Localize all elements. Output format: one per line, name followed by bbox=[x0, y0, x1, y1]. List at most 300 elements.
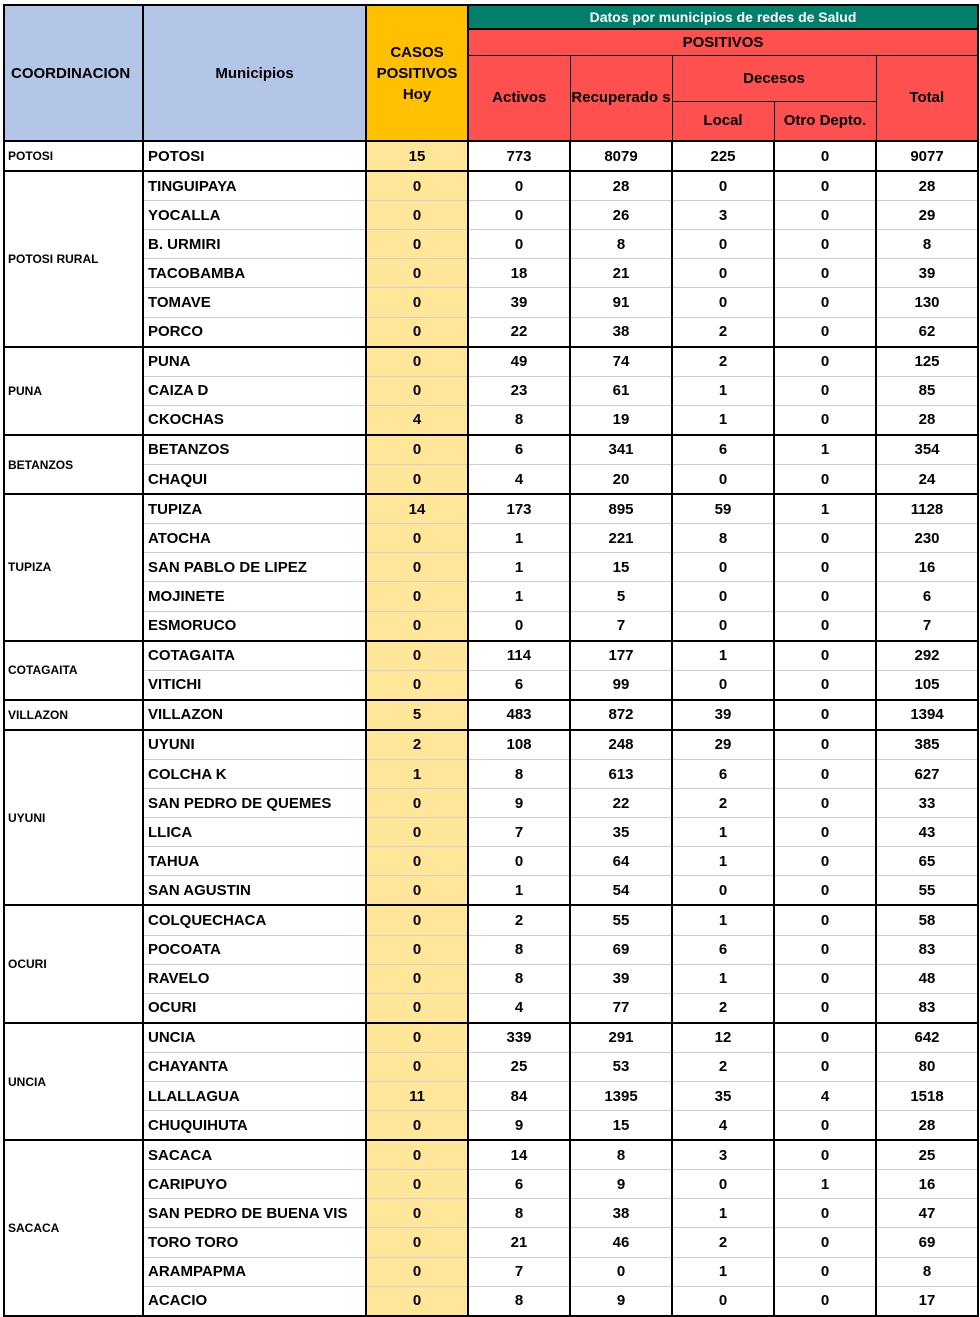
decesos-otro-depto-cell: 0 bbox=[774, 524, 876, 553]
header-datos-title: Datos por municipios de redes de Salud bbox=[468, 5, 978, 29]
decesos-local-cell: 2 bbox=[672, 993, 774, 1023]
total-cell: 8 bbox=[876, 1257, 978, 1286]
municipio-cell: ARAMPAPMA bbox=[143, 1257, 366, 1286]
decesos-local-cell: 1 bbox=[672, 1257, 774, 1286]
casos-hoy-cell: 0 bbox=[366, 1140, 468, 1170]
activos-cell: 1 bbox=[468, 876, 570, 906]
casos-hoy-cell: 0 bbox=[366, 964, 468, 993]
decesos-otro-depto-cell: 1 bbox=[774, 494, 876, 524]
header-decesos: Decesos bbox=[672, 55, 876, 101]
casos-hoy-cell: 4 bbox=[366, 405, 468, 435]
activos-cell: 49 bbox=[468, 347, 570, 377]
casos-hoy-cell: 0 bbox=[366, 259, 468, 288]
municipios-table bbox=[3, 4, 979, 1317]
table-row bbox=[4, 201, 978, 230]
activos-cell: 25 bbox=[468, 1052, 570, 1081]
total-cell: 80 bbox=[876, 1052, 978, 1081]
municipio-cell: TINGUIPAYA bbox=[143, 171, 366, 201]
municipio-cell: CAIZA D bbox=[143, 376, 366, 405]
header-recuperados: Recuperado s bbox=[570, 55, 672, 141]
table-row bbox=[4, 759, 978, 788]
coordinacion-cell: PUNA bbox=[4, 347, 143, 435]
total-cell: 130 bbox=[876, 288, 978, 317]
activos-cell: 6 bbox=[468, 435, 570, 465]
recuperados-cell: 8079 bbox=[570, 141, 672, 171]
decesos-local-cell: 2 bbox=[672, 317, 774, 347]
table-row bbox=[4, 141, 978, 171]
coordinacion-cell: SACACA bbox=[4, 1140, 143, 1316]
casos-hoy-cell: 0 bbox=[366, 171, 468, 201]
municipio-cell: PUNA bbox=[143, 347, 366, 377]
recuperados-cell: 54 bbox=[570, 876, 672, 906]
casos-hoy-cell: 0 bbox=[366, 347, 468, 377]
decesos-local-cell: 1 bbox=[672, 1199, 774, 1228]
casos-hoy-cell: 0 bbox=[366, 670, 468, 700]
municipio-cell: LLICA bbox=[143, 818, 366, 847]
recuperados-cell: 38 bbox=[570, 1199, 672, 1228]
decesos-local-cell: 6 bbox=[672, 759, 774, 788]
header-otro-depto: Otro Depto. bbox=[774, 101, 876, 141]
decesos-otro-depto-cell: 0 bbox=[774, 405, 876, 435]
casos-hoy-cell: 1 bbox=[366, 759, 468, 788]
recuperados-cell: 15 bbox=[570, 553, 672, 582]
decesos-local-cell: 0 bbox=[672, 259, 774, 288]
activos-cell: 0 bbox=[468, 171, 570, 201]
casos-hoy-cell: 0 bbox=[366, 317, 468, 347]
decesos-local-cell: 8 bbox=[672, 524, 774, 553]
recuperados-cell: 39 bbox=[570, 964, 672, 993]
decesos-otro-depto-cell: 0 bbox=[774, 582, 876, 611]
casos-hoy-cell: 0 bbox=[366, 1023, 468, 1053]
total-cell: 85 bbox=[876, 376, 978, 405]
municipio-cell: COTAGAITA bbox=[143, 641, 366, 671]
coordinacion-cell: UYUNI bbox=[4, 730, 143, 906]
table-row bbox=[4, 435, 978, 465]
recuperados-cell: 20 bbox=[570, 465, 672, 495]
activos-cell: 39 bbox=[468, 288, 570, 317]
recuperados-cell: 61 bbox=[570, 376, 672, 405]
decesos-local-cell: 1 bbox=[672, 905, 774, 935]
decesos-local-cell: 4 bbox=[672, 1111, 774, 1141]
casos-hoy-cell: 0 bbox=[366, 847, 468, 876]
recuperados-cell: 35 bbox=[570, 818, 672, 847]
municipio-cell: SACACA bbox=[143, 1140, 366, 1170]
recuperados-cell: 291 bbox=[570, 1023, 672, 1053]
municipio-cell: VILLAZON bbox=[143, 700, 366, 730]
coordinacion-cell: COTAGAITA bbox=[4, 641, 143, 700]
casos-hoy-cell: 0 bbox=[366, 376, 468, 405]
total-cell: 58 bbox=[876, 905, 978, 935]
municipio-cell: CARIPUYO bbox=[143, 1170, 366, 1199]
decesos-otro-depto-cell: 1 bbox=[774, 435, 876, 465]
decesos-otro-depto-cell: 0 bbox=[774, 964, 876, 993]
activos-cell: 8 bbox=[468, 759, 570, 788]
table-row bbox=[4, 670, 978, 700]
decesos-local-cell: 0 bbox=[672, 1286, 774, 1316]
decesos-otro-depto-cell: 0 bbox=[774, 847, 876, 876]
decesos-otro-depto-cell: 1 bbox=[774, 1170, 876, 1199]
casos-hoy-cell: 14 bbox=[366, 494, 468, 524]
decesos-otro-depto-cell: 0 bbox=[774, 905, 876, 935]
activos-cell: 0 bbox=[468, 847, 570, 876]
municipio-cell: TACOBAMBA bbox=[143, 259, 366, 288]
activos-cell: 7 bbox=[468, 818, 570, 847]
activos-cell: 339 bbox=[468, 1023, 570, 1053]
coordinacion-cell: BETANZOS bbox=[4, 435, 143, 494]
decesos-local-cell: 0 bbox=[672, 582, 774, 611]
total-cell: 33 bbox=[876, 789, 978, 818]
decesos-local-cell: 2 bbox=[672, 347, 774, 377]
decesos-otro-depto-cell: 0 bbox=[774, 670, 876, 700]
coordinacion-cell: UNCIA bbox=[4, 1023, 143, 1140]
header-total: Total bbox=[876, 55, 978, 141]
recuperados-cell: 7 bbox=[570, 611, 672, 641]
municipio-cell: SAN PABLO DE LIPEZ bbox=[143, 553, 366, 582]
header-casos-positivos-hoy: CASOS POSITIVOS Hoy bbox=[366, 5, 468, 141]
municipio-cell: COLQUECHACA bbox=[143, 905, 366, 935]
total-cell: 16 bbox=[876, 553, 978, 582]
decesos-otro-depto-cell: 0 bbox=[774, 141, 876, 171]
recuperados-cell: 9 bbox=[570, 1286, 672, 1316]
total-cell: 28 bbox=[876, 171, 978, 201]
recuperados-cell: 8 bbox=[570, 230, 672, 259]
table-row bbox=[4, 1286, 978, 1316]
decesos-otro-depto-cell: 0 bbox=[774, 1140, 876, 1170]
table-row bbox=[4, 259, 978, 288]
total-cell: 125 bbox=[876, 347, 978, 377]
recuperados-cell: 177 bbox=[570, 641, 672, 671]
municipio-cell: BETANZOS bbox=[143, 435, 366, 465]
decesos-otro-depto-cell: 0 bbox=[774, 730, 876, 760]
table-row bbox=[4, 347, 978, 377]
casos-hoy-cell: 0 bbox=[366, 611, 468, 641]
municipio-cell: TAHUA bbox=[143, 847, 366, 876]
table-row bbox=[4, 1170, 978, 1199]
municipio-cell: RAVELO bbox=[143, 964, 366, 993]
table-row bbox=[4, 935, 978, 964]
municipio-cell: B. URMIRI bbox=[143, 230, 366, 259]
table-row bbox=[4, 730, 978, 760]
decesos-otro-depto-cell: 0 bbox=[774, 1052, 876, 1081]
municipio-cell: TORO TORO bbox=[143, 1228, 366, 1257]
activos-cell: 14 bbox=[468, 1140, 570, 1170]
table-row bbox=[4, 818, 978, 847]
table-row bbox=[4, 789, 978, 818]
decesos-otro-depto-cell: 0 bbox=[774, 465, 876, 495]
decesos-local-cell: 12 bbox=[672, 1023, 774, 1053]
recuperados-cell: 15 bbox=[570, 1111, 672, 1141]
activos-cell: 21 bbox=[468, 1228, 570, 1257]
decesos-otro-depto-cell: 0 bbox=[774, 230, 876, 259]
table-row bbox=[4, 1111, 978, 1141]
decesos-otro-depto-cell: 0 bbox=[774, 171, 876, 201]
total-cell: 28 bbox=[876, 405, 978, 435]
municipio-cell: MOJINETE bbox=[143, 582, 366, 611]
decesos-otro-depto-cell: 0 bbox=[774, 288, 876, 317]
table-row bbox=[4, 1082, 978, 1111]
table-row bbox=[4, 700, 978, 730]
activos-cell: 4 bbox=[468, 465, 570, 495]
table-row bbox=[4, 1257, 978, 1286]
decesos-local-cell: 1 bbox=[672, 964, 774, 993]
recuperados-cell: 248 bbox=[570, 730, 672, 760]
recuperados-cell: 613 bbox=[570, 759, 672, 788]
table-row bbox=[4, 230, 978, 259]
activos-cell: 22 bbox=[468, 317, 570, 347]
casos-hoy-cell: 0 bbox=[366, 1052, 468, 1081]
casos-hoy-cell: 0 bbox=[366, 553, 468, 582]
recuperados-cell: 74 bbox=[570, 347, 672, 377]
decesos-otro-depto-cell: 0 bbox=[774, 700, 876, 730]
table-row bbox=[4, 582, 978, 611]
recuperados-cell: 19 bbox=[570, 405, 672, 435]
decesos-local-cell: 6 bbox=[672, 935, 774, 964]
activos-cell: 18 bbox=[468, 259, 570, 288]
recuperados-cell: 0 bbox=[570, 1257, 672, 1286]
table-row bbox=[4, 641, 978, 671]
recuperados-cell: 341 bbox=[570, 435, 672, 465]
decesos-otro-depto-cell: 0 bbox=[774, 317, 876, 347]
total-cell: 43 bbox=[876, 818, 978, 847]
decesos-otro-depto-cell: 0 bbox=[774, 611, 876, 641]
total-cell: 24 bbox=[876, 465, 978, 495]
total-cell: 65 bbox=[876, 847, 978, 876]
activos-cell: 2 bbox=[468, 905, 570, 935]
total-cell: 7 bbox=[876, 611, 978, 641]
municipio-cell: LLALLAGUA bbox=[143, 1082, 366, 1111]
decesos-otro-depto-cell: 0 bbox=[774, 1257, 876, 1286]
municipio-cell: TUPIZA bbox=[143, 494, 366, 524]
total-cell: 47 bbox=[876, 1199, 978, 1228]
total-cell: 9077 bbox=[876, 141, 978, 171]
header-municipios: Municipios bbox=[143, 5, 366, 141]
recuperados-cell: 21 bbox=[570, 259, 672, 288]
decesos-local-cell: 0 bbox=[672, 553, 774, 582]
total-cell: 55 bbox=[876, 876, 978, 906]
decesos-local-cell: 0 bbox=[672, 1170, 774, 1199]
municipio-cell: ACACIO bbox=[143, 1286, 366, 1316]
total-cell: 642 bbox=[876, 1023, 978, 1053]
activos-cell: 7 bbox=[468, 1257, 570, 1286]
decesos-local-cell: 0 bbox=[672, 670, 774, 700]
decesos-otro-depto-cell: 0 bbox=[774, 259, 876, 288]
coordinacion-cell: VILLAZON bbox=[4, 700, 143, 730]
activos-cell: 8 bbox=[468, 405, 570, 435]
total-cell: 354 bbox=[876, 435, 978, 465]
casos-hoy-cell: 15 bbox=[366, 141, 468, 171]
decesos-otro-depto-cell: 0 bbox=[774, 553, 876, 582]
casos-hoy-cell: 0 bbox=[366, 789, 468, 818]
coordinacion-cell: TUPIZA bbox=[4, 494, 143, 640]
casos-hoy-cell: 0 bbox=[366, 641, 468, 671]
recuperados-cell: 38 bbox=[570, 317, 672, 347]
municipio-cell: TOMAVE bbox=[143, 288, 366, 317]
table-row bbox=[4, 317, 978, 347]
activos-cell: 1 bbox=[468, 524, 570, 553]
activos-cell: 0 bbox=[468, 230, 570, 259]
activos-cell: 773 bbox=[468, 141, 570, 171]
recuperados-cell: 1395 bbox=[570, 1082, 672, 1111]
header-local: Local bbox=[672, 101, 774, 141]
casos-hoy-cell: 0 bbox=[366, 201, 468, 230]
table-row bbox=[4, 905, 978, 935]
recuperados-cell: 9 bbox=[570, 1170, 672, 1199]
header-coordinacion: COORDINACION bbox=[4, 5, 143, 141]
casos-hoy-cell: 0 bbox=[366, 1111, 468, 1141]
decesos-local-cell: 0 bbox=[672, 611, 774, 641]
total-cell: 6 bbox=[876, 582, 978, 611]
casos-hoy-cell: 2 bbox=[366, 730, 468, 760]
decesos-local-cell: 0 bbox=[672, 465, 774, 495]
total-cell: 1394 bbox=[876, 700, 978, 730]
municipio-cell: VITICHI bbox=[143, 670, 366, 700]
municipio-cell: POCOATA bbox=[143, 935, 366, 964]
decesos-otro-depto-cell: 0 bbox=[774, 347, 876, 377]
municipio-cell: UYUNI bbox=[143, 730, 366, 760]
decesos-otro-depto-cell: 0 bbox=[774, 376, 876, 405]
activos-cell: 1 bbox=[468, 553, 570, 582]
activos-cell: 4 bbox=[468, 993, 570, 1023]
table-row bbox=[4, 1228, 978, 1257]
casos-hoy-cell: 11 bbox=[366, 1082, 468, 1111]
table-row bbox=[4, 876, 978, 906]
table-row bbox=[4, 171, 978, 201]
total-cell: 69 bbox=[876, 1228, 978, 1257]
decesos-local-cell: 1 bbox=[672, 641, 774, 671]
activos-cell: 84 bbox=[468, 1082, 570, 1111]
municipio-cell: YOCALLA bbox=[143, 201, 366, 230]
total-cell: 230 bbox=[876, 524, 978, 553]
activos-cell: 8 bbox=[468, 1199, 570, 1228]
decesos-local-cell: 29 bbox=[672, 730, 774, 760]
recuperados-cell: 99 bbox=[570, 670, 672, 700]
municipio-cell: ATOCHA bbox=[143, 524, 366, 553]
decesos-otro-depto-cell: 0 bbox=[774, 789, 876, 818]
activos-cell: 8 bbox=[468, 935, 570, 964]
coordinacion-cell: POTOSI bbox=[4, 141, 143, 171]
municipio-cell: ESMORUCO bbox=[143, 611, 366, 641]
casos-hoy-cell: 0 bbox=[366, 1286, 468, 1316]
total-cell: 385 bbox=[876, 730, 978, 760]
activos-cell: 9 bbox=[468, 1111, 570, 1141]
decesos-otro-depto-cell: 0 bbox=[774, 201, 876, 230]
decesos-otro-depto-cell: 0 bbox=[774, 935, 876, 964]
decesos-local-cell: 225 bbox=[672, 141, 774, 171]
table-row bbox=[4, 847, 978, 876]
recuperados-cell: 5 bbox=[570, 582, 672, 611]
municipio-cell: CHAQUI bbox=[143, 465, 366, 495]
table-row bbox=[4, 376, 978, 405]
recuperados-cell: 91 bbox=[570, 288, 672, 317]
recuperados-cell: 8 bbox=[570, 1140, 672, 1170]
decesos-local-cell: 39 bbox=[672, 700, 774, 730]
recuperados-cell: 221 bbox=[570, 524, 672, 553]
total-cell: 627 bbox=[876, 759, 978, 788]
spreadsheet-table-container bbox=[3, 4, 979, 1317]
municipio-cell: UNCIA bbox=[143, 1023, 366, 1053]
casos-hoy-cell: 0 bbox=[366, 524, 468, 553]
decesos-local-cell: 1 bbox=[672, 847, 774, 876]
table-row bbox=[4, 1052, 978, 1081]
total-cell: 29 bbox=[876, 201, 978, 230]
activos-cell: 0 bbox=[468, 201, 570, 230]
table-header bbox=[4, 5, 978, 141]
table-row bbox=[4, 524, 978, 553]
municipio-cell: COLCHA K bbox=[143, 759, 366, 788]
casos-hoy-cell: 0 bbox=[366, 993, 468, 1023]
casos-hoy-cell: 0 bbox=[366, 1228, 468, 1257]
table-row bbox=[4, 465, 978, 495]
decesos-local-cell: 0 bbox=[672, 288, 774, 317]
decesos-local-cell: 1 bbox=[672, 405, 774, 435]
activos-cell: 483 bbox=[468, 700, 570, 730]
municipio-cell: SAN PEDRO DE BUENA VIS bbox=[143, 1199, 366, 1228]
recuperados-cell: 77 bbox=[570, 993, 672, 1023]
decesos-local-cell: 59 bbox=[672, 494, 774, 524]
total-cell: 25 bbox=[876, 1140, 978, 1170]
total-cell: 48 bbox=[876, 964, 978, 993]
casos-hoy-cell: 0 bbox=[366, 1257, 468, 1286]
total-cell: 83 bbox=[876, 993, 978, 1023]
casos-hoy-cell: 0 bbox=[366, 230, 468, 259]
recuperados-cell: 46 bbox=[570, 1228, 672, 1257]
casos-hoy-cell: 0 bbox=[366, 582, 468, 611]
coordinacion-cell: POTOSI RURAL bbox=[4, 171, 143, 347]
total-cell: 62 bbox=[876, 317, 978, 347]
table-row bbox=[4, 494, 978, 524]
casos-hoy-cell: 0 bbox=[366, 465, 468, 495]
casos-hoy-cell: 0 bbox=[366, 435, 468, 465]
table-row bbox=[4, 1023, 978, 1053]
decesos-otro-depto-cell: 0 bbox=[774, 1111, 876, 1141]
activos-cell: 173 bbox=[468, 494, 570, 524]
decesos-local-cell: 2 bbox=[672, 1228, 774, 1257]
activos-cell: 8 bbox=[468, 964, 570, 993]
recuperados-cell: 53 bbox=[570, 1052, 672, 1081]
table-row bbox=[4, 964, 978, 993]
decesos-otro-depto-cell: 0 bbox=[774, 759, 876, 788]
total-cell: 8 bbox=[876, 230, 978, 259]
casos-hoy-cell: 0 bbox=[366, 905, 468, 935]
decesos-otro-depto-cell: 0 bbox=[774, 1228, 876, 1257]
activos-cell: 6 bbox=[468, 1170, 570, 1199]
decesos-local-cell: 35 bbox=[672, 1082, 774, 1111]
decesos-local-cell: 2 bbox=[672, 1052, 774, 1081]
table-row bbox=[4, 288, 978, 317]
total-cell: 292 bbox=[876, 641, 978, 671]
decesos-local-cell: 2 bbox=[672, 789, 774, 818]
decesos-otro-depto-cell: 0 bbox=[774, 1199, 876, 1228]
recuperados-cell: 895 bbox=[570, 494, 672, 524]
decesos-otro-depto-cell: 0 bbox=[774, 818, 876, 847]
municipio-cell: SAN AGUSTIN bbox=[143, 876, 366, 906]
municipio-cell: CKOCHAS bbox=[143, 405, 366, 435]
activos-cell: 0 bbox=[468, 611, 570, 641]
decesos-local-cell: 3 bbox=[672, 1140, 774, 1170]
activos-cell: 1 bbox=[468, 582, 570, 611]
casos-hoy-cell: 0 bbox=[366, 1170, 468, 1199]
casos-hoy-cell: 0 bbox=[366, 876, 468, 906]
header-positivos: POSITIVOS bbox=[468, 29, 978, 55]
casos-hoy-cell: 0 bbox=[366, 935, 468, 964]
casos-hoy-cell: 0 bbox=[366, 818, 468, 847]
total-cell: 16 bbox=[876, 1170, 978, 1199]
casos-hoy-cell: 0 bbox=[366, 1199, 468, 1228]
total-cell: 105 bbox=[876, 670, 978, 700]
recuperados-cell: 872 bbox=[570, 700, 672, 730]
decesos-local-cell: 1 bbox=[672, 376, 774, 405]
recuperados-cell: 55 bbox=[570, 905, 672, 935]
